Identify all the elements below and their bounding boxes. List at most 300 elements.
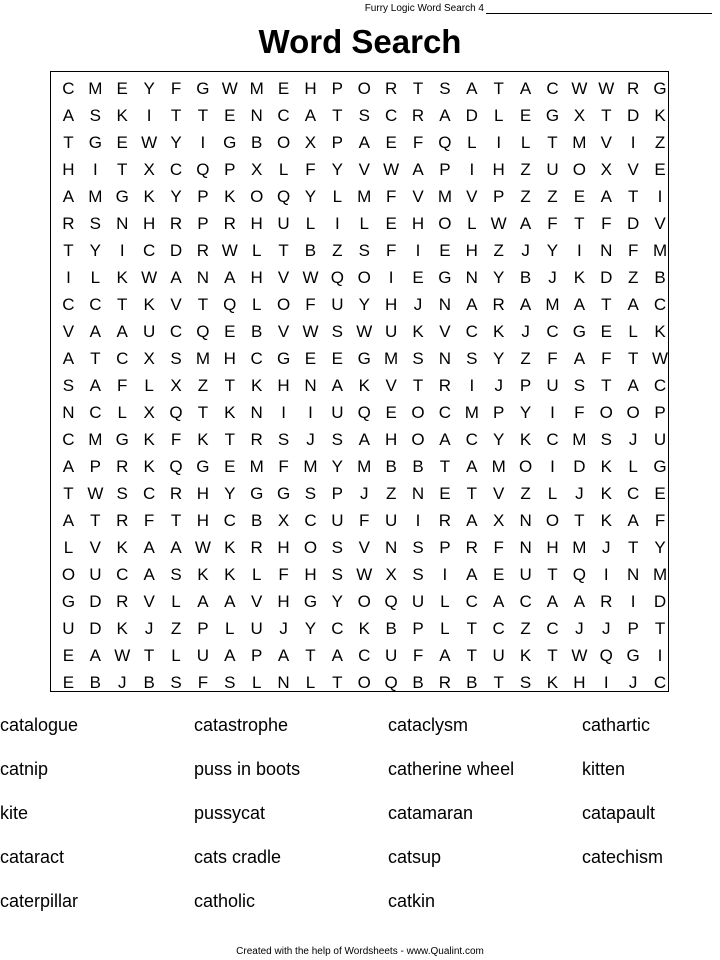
grid-letter: O	[357, 673, 371, 692]
grid-row	[55, 480, 673, 507]
grid-letter: U	[89, 565, 102, 584]
grid-letter: H	[277, 376, 290, 395]
grid-letter: Q	[223, 295, 237, 314]
grid-letter: U	[277, 214, 290, 233]
grid-letter: A	[170, 268, 182, 287]
grid-letter: Y	[224, 484, 236, 503]
grid-letter: K	[116, 619, 128, 638]
grid-letter: T	[466, 619, 477, 638]
grid-letter: E	[385, 214, 397, 233]
grid-letter: L	[171, 646, 181, 665]
grid-letter: M	[464, 403, 479, 422]
grid-letter: T	[90, 511, 101, 530]
grid-letter: F	[412, 646, 424, 665]
grid-letter: P	[89, 457, 101, 476]
grid-letter: S	[89, 106, 101, 125]
grid-letter: C	[62, 295, 75, 314]
grid-letter: F	[627, 241, 639, 260]
grid-letter: O	[357, 268, 371, 287]
grid-letter: O	[276, 133, 291, 152]
grid-letter: A	[62, 457, 75, 476]
grid-letter: P	[331, 484, 344, 503]
grid-letter: K	[197, 565, 209, 584]
word-search-grid-box	[50, 71, 669, 692]
grid-letter: R	[250, 430, 263, 449]
grid-letter: Z	[170, 619, 182, 638]
grid-letter: E	[385, 133, 397, 152]
grid-letter: V	[385, 376, 397, 395]
grid-letter: C	[62, 79, 75, 98]
grid-letter: X	[493, 511, 505, 530]
grid-letter: M	[195, 349, 210, 368]
grid-letter: F	[654, 511, 666, 530]
grid-letter: S	[89, 214, 101, 233]
grid-letter: A	[331, 646, 344, 665]
grid-letter: C	[277, 106, 290, 125]
grid-letter: W	[571, 79, 588, 98]
grid-letter: Q	[357, 403, 371, 422]
grid-letter: T	[197, 403, 209, 422]
grid-letter: S	[358, 241, 370, 260]
grid-letter: T	[117, 295, 128, 314]
grid-letter: S	[62, 376, 75, 395]
grid-letter: W	[141, 268, 158, 287]
grid-letter: A	[224, 268, 236, 287]
grid-letter: I	[388, 268, 394, 287]
grid-letter: M	[88, 187, 103, 206]
grid-letter: S	[277, 430, 290, 449]
grid-letter: D	[465, 106, 478, 125]
grid-letter: T	[493, 79, 504, 98]
grid-letter: P	[439, 160, 451, 179]
grid-letter: F	[170, 430, 182, 449]
grid-letter: Y	[331, 592, 344, 611]
word-list-item: cathartic	[582, 715, 651, 735]
header-name-line	[365, 0, 712, 14]
grid-letter: L	[251, 295, 262, 314]
grid-letter: E	[331, 349, 344, 368]
grid-letter: C	[653, 673, 667, 692]
grid-letter: N	[62, 403, 75, 422]
grid-letter: E	[385, 403, 397, 422]
grid-letter: A	[466, 457, 478, 476]
grid-letter: K	[519, 646, 532, 665]
grid-letter: K	[654, 322, 666, 341]
grid-letter: W	[221, 241, 238, 260]
grid-letter: N	[465, 268, 478, 287]
grid-row	[55, 237, 673, 264]
grid-letter: C	[169, 322, 183, 341]
grid-letter: E	[224, 322, 236, 341]
grid-letter: Z	[385, 484, 397, 503]
grid-letter: T	[439, 457, 451, 476]
grid-letter: L	[359, 214, 369, 233]
grid-letter: U	[384, 511, 398, 530]
grid-letter: A	[439, 646, 451, 665]
grid-letter: E	[439, 484, 451, 503]
grid-letter: Q	[196, 160, 210, 179]
grid-letter: Y	[304, 187, 317, 206]
grid-letter: Z	[520, 619, 531, 638]
grid-letter: C	[546, 430, 559, 449]
grid-letter: E	[116, 133, 128, 152]
grid-letter: L	[278, 160, 289, 179]
grid-letter: H	[384, 430, 398, 449]
grid-letter: W	[571, 646, 588, 665]
grid-letter: D	[627, 214, 640, 233]
grid-letter: V	[627, 160, 639, 179]
grid-letter: M	[572, 430, 587, 449]
grid-letter: V	[358, 538, 370, 557]
grid-letter: B	[654, 268, 666, 287]
grid-letter: T	[412, 376, 424, 395]
grid-letter: X	[277, 511, 290, 530]
grid-letter: K	[358, 619, 370, 638]
grid-letter: P	[519, 376, 532, 395]
grid-letter: A	[89, 646, 101, 665]
grid-letter: C	[465, 592, 478, 611]
grid-letter: I	[146, 106, 152, 125]
grid-letter: N	[116, 214, 129, 233]
grid-letter: G	[303, 592, 318, 611]
grid-letter: Z	[520, 187, 531, 206]
grid-letter: C	[519, 592, 532, 611]
grid-letter: G	[115, 430, 129, 449]
grid-letter: W	[356, 322, 373, 341]
grid-letter: J	[494, 376, 503, 395]
grid-letter: K	[224, 565, 236, 584]
grid-row	[55, 345, 673, 372]
grid-letter: L	[90, 268, 101, 287]
grid-letter: O	[545, 511, 560, 530]
grid-letter: P	[412, 619, 424, 638]
grid-letter: Q	[438, 133, 452, 152]
word-list-item: catamaran	[388, 803, 474, 823]
grid-letter: Y	[170, 133, 182, 152]
grid-letter: K	[493, 322, 505, 341]
grid-letter: U	[546, 160, 559, 179]
grid-letter: M	[545, 295, 560, 314]
grid-letter: T	[654, 619, 666, 638]
grid-letter: T	[63, 241, 74, 260]
grid-letter: I	[281, 403, 286, 422]
grid-letter: K	[600, 457, 612, 476]
grid-letter: I	[630, 592, 636, 611]
grid-letter: Y	[358, 295, 370, 314]
grid-letter: T	[574, 214, 585, 233]
grid-letter: T	[466, 484, 477, 503]
page-title: Word Search	[258, 23, 462, 60]
grid-letter: H	[573, 673, 586, 692]
grid-letter: T	[143, 646, 155, 665]
grid-letter: R	[438, 673, 452, 692]
grid-letter: K	[116, 268, 128, 287]
grid-letter: P	[197, 187, 209, 206]
grid-letter: L	[467, 214, 477, 233]
grid-row	[55, 264, 673, 291]
grid-letter: L	[251, 241, 262, 260]
grid-letter: C	[116, 349, 129, 368]
grid-letter: T	[197, 106, 209, 125]
grid-letter: N	[277, 673, 290, 692]
word-list-item: kitten	[582, 759, 626, 779]
grid-letter: I	[334, 214, 340, 233]
grid-letter: P	[224, 160, 236, 179]
grid-letter: P	[197, 619, 209, 638]
grid-letter: C	[358, 646, 371, 665]
grid-letter: K	[143, 187, 155, 206]
grid-letter: A	[519, 295, 532, 314]
grid-letter: K	[116, 106, 128, 125]
word-list-item: kite	[0, 803, 29, 823]
grid-letter: A	[627, 511, 639, 530]
grid-letter: L	[171, 592, 181, 611]
grid-letter: A	[573, 592, 586, 611]
grid-letter: Q	[169, 457, 183, 476]
grid-letter: F	[305, 160, 316, 179]
grid-letter: U	[331, 295, 344, 314]
word-list-row	[0, 703, 720, 747]
grid-letter: A	[519, 79, 532, 98]
grid-letter: C	[465, 322, 478, 341]
grid-letter: V	[251, 592, 263, 611]
grid-letter: U	[384, 646, 398, 665]
grid-letter: L	[251, 565, 262, 584]
grid-letter: X	[385, 565, 397, 584]
grid-letter: J	[628, 430, 638, 449]
grid-letter: G	[276, 349, 291, 368]
grid-letter: D	[89, 592, 102, 611]
word-list-item: catkin	[388, 891, 436, 911]
grid-letter: W	[652, 349, 669, 368]
grid-letter: Q	[572, 565, 586, 584]
grid-letter: Y	[170, 187, 182, 206]
grid-letter: R	[116, 511, 129, 530]
grid-letter: K	[573, 268, 586, 287]
grid-letter: R	[627, 79, 640, 98]
grid-letter: C	[116, 565, 129, 584]
grid-letter: R	[411, 106, 425, 125]
grid-letter: R	[600, 592, 613, 611]
grid-letter: S	[331, 538, 344, 557]
grid-letter: J	[602, 538, 611, 557]
grid-letter: A	[304, 106, 317, 125]
grid-letter: C	[89, 295, 102, 314]
grid-letter: M	[303, 457, 318, 476]
word-list-item: cataract	[0, 847, 65, 867]
grid-letter: K	[358, 376, 370, 395]
grid-row	[55, 75, 673, 102]
grid-letter: J	[521, 322, 530, 341]
grid-letter: O	[357, 79, 371, 98]
grid-letter: B	[89, 673, 101, 692]
grid-letter: S	[358, 106, 370, 125]
grid-letter: L	[547, 484, 558, 503]
grid-letter: G	[88, 133, 102, 152]
grid-letter: G	[653, 457, 667, 476]
grid-letter: F	[547, 214, 558, 233]
grid-letter: W	[87, 484, 104, 503]
grid-letter: D	[89, 619, 102, 638]
grid-letter: A	[466, 295, 478, 314]
grid-letter: J	[117, 673, 127, 692]
grid-letter: A	[277, 646, 290, 665]
grid-letter: W	[383, 160, 400, 179]
grid-letter: I	[469, 376, 475, 395]
grid-letter: F	[305, 295, 316, 314]
grid-letter: O	[438, 214, 452, 233]
grid-letter: E	[62, 673, 75, 692]
grid-letter: F	[385, 241, 397, 260]
grid-letter: U	[653, 430, 667, 449]
grid-letter: P	[197, 214, 209, 233]
grid-letter: K	[143, 430, 155, 449]
grid-letter: E	[224, 457, 236, 476]
grid-letter: I	[200, 133, 206, 152]
grid-letter: P	[493, 187, 505, 206]
grid-letter: T	[466, 646, 477, 665]
grid-letter: M	[357, 457, 372, 476]
grid-letter: Z	[493, 241, 504, 260]
grid-letter: H	[142, 214, 156, 233]
grid-letter: G	[357, 349, 371, 368]
grid-letter: K	[143, 295, 155, 314]
grid-letter: G	[545, 106, 560, 125]
grid-letter: F	[601, 214, 612, 233]
grid-row	[55, 615, 673, 642]
grid-letter: J	[628, 673, 638, 692]
grid-letter: Y	[493, 268, 505, 287]
grid-letter: L	[493, 106, 504, 125]
grid-letter: G	[196, 79, 210, 98]
grid-letter: E	[224, 106, 236, 125]
grid-letter: S	[439, 79, 451, 98]
grid-letter: A	[412, 160, 424, 179]
grid-letter: A	[627, 295, 639, 314]
grid-letter: H	[304, 79, 317, 98]
grid-letter: X	[170, 376, 182, 395]
grid-letter: S	[170, 673, 182, 692]
grid-letter: I	[415, 241, 421, 260]
word-list-row	[0, 879, 720, 923]
grid-letter: Q	[330, 268, 344, 287]
grid-letter: A	[116, 322, 128, 341]
grid-letter: K	[654, 106, 666, 125]
grid-letter: H	[465, 241, 478, 260]
grid-letter: K	[600, 484, 612, 503]
grid-letter: F	[278, 565, 289, 584]
grid-letter: T	[170, 511, 182, 530]
word-list-item: cats cradle	[194, 847, 282, 867]
grid-letter: U	[519, 565, 532, 584]
grid-letter: Y	[519, 403, 532, 422]
grid-letter: T	[627, 349, 639, 368]
grid-letter: B	[519, 268, 532, 287]
grid-letter: M	[249, 457, 264, 476]
grid-letter: E	[412, 268, 424, 287]
grid-letter: T	[224, 430, 235, 449]
grid-letter: C	[627, 484, 640, 503]
grid-letter: R	[438, 511, 452, 530]
grid-letter: O	[61, 565, 76, 584]
grid-letter: H	[411, 214, 425, 233]
grid-row	[55, 669, 673, 696]
grid-letter: T	[332, 673, 343, 692]
grid-letter: P	[251, 646, 263, 665]
grid-letter: B	[412, 457, 424, 476]
grid-letter: U	[250, 619, 263, 638]
grid-letter: E	[654, 484, 666, 503]
grid-letter: L	[332, 187, 343, 206]
grid-letter: K	[251, 376, 263, 395]
grid-letter: M	[357, 187, 372, 206]
grid-letter: L	[305, 673, 316, 692]
grid-letter: A	[519, 214, 532, 233]
grid-letter: K	[224, 403, 236, 422]
grid-row	[55, 561, 673, 588]
grid-row	[55, 534, 673, 561]
grid-letter: A	[89, 376, 101, 395]
grid-letter: L	[520, 133, 531, 152]
grid-letter: V	[654, 214, 666, 233]
grid-letter: I	[577, 241, 582, 260]
grid-letter: N	[519, 511, 532, 530]
grid-letter: Z	[197, 376, 209, 395]
grid-letter: A	[143, 565, 155, 584]
word-list-item: pussycat	[194, 803, 266, 823]
grid-letter: F	[574, 403, 585, 422]
grid-letter: T	[197, 295, 209, 314]
grid-letter: W	[302, 268, 319, 287]
grid-letter: A	[89, 322, 101, 341]
grid-letter: A	[358, 430, 370, 449]
grid-letter: Z	[520, 349, 531, 368]
grid-letter: T	[305, 646, 316, 665]
grid-letter: V	[277, 268, 290, 287]
grid-letter: F	[170, 79, 182, 98]
word-list	[0, 703, 720, 923]
grid-letter: F	[412, 133, 424, 152]
grid-letter: R	[250, 538, 263, 557]
grid-letter: T	[493, 673, 504, 692]
grid-letter: S	[573, 376, 586, 395]
grid-letter: R	[116, 457, 129, 476]
grid-letter: T	[601, 295, 612, 314]
grid-letter: T	[547, 646, 558, 665]
grid-letter: K	[412, 322, 424, 341]
grid-letter: C	[223, 511, 236, 530]
grid-letter: H	[223, 349, 236, 368]
grid-letter: R	[465, 538, 478, 557]
grid-letter: T	[332, 106, 343, 125]
grid-letter: T	[63, 484, 74, 503]
grid-letter: B	[385, 619, 397, 638]
grid-letter: H	[250, 214, 263, 233]
grid-letter: Z	[654, 133, 666, 152]
grid-row	[55, 102, 673, 129]
grid-letter: P	[439, 538, 451, 557]
grid-letter: P	[493, 403, 505, 422]
grid-letter: N	[196, 268, 210, 287]
grid-letter: I	[630, 133, 636, 152]
grid-letter: B	[412, 673, 424, 692]
grid-letter: M	[652, 565, 668, 584]
grid-letter: V	[170, 295, 182, 314]
grid-letter: R	[492, 295, 505, 314]
grid-letter: J	[413, 295, 423, 314]
word-list-item: puss in boots	[194, 759, 301, 779]
grid-letter: P	[331, 133, 344, 152]
